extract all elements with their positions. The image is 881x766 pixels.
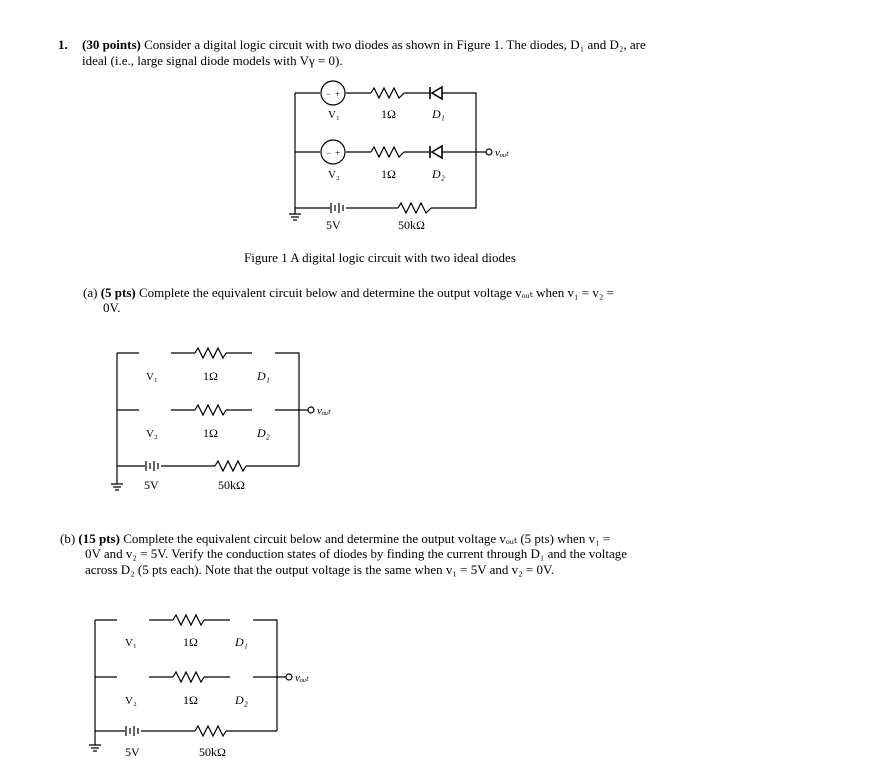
pb-label-r3: 50kΩ bbox=[199, 745, 226, 759]
part-a-line2: 0V. bbox=[103, 300, 121, 315]
pb-r2-resistor bbox=[173, 672, 204, 682]
fig1-label-r1: 1Ω bbox=[381, 107, 396, 121]
pb-battery bbox=[126, 726, 138, 736]
problem-intro-line2: ideal (i.e., large signal diode models with Vγ = 0). bbox=[82, 53, 343, 68]
pa-label-d1: D₁ bbox=[257, 369, 270, 383]
pb-r1-resistor bbox=[173, 615, 204, 625]
fig1-label-v1: V₁ bbox=[328, 109, 340, 121]
part-b-line2: 0V and v₂ = 5V. Verify the conduction states of diodes by finding the current through D₁ and the voltage bbox=[85, 546, 628, 561]
pb-label-r2: 1Ω bbox=[183, 693, 198, 707]
pb-output-terminal bbox=[286, 674, 292, 680]
pa-label-d2: D₂ bbox=[257, 426, 270, 440]
part-a-text: Complete the equivalent circuit below and determine the output voltage vₒᵤₜ when v₁ = v₂ = bbox=[138, 285, 614, 300]
pb-label-r1: 1Ω bbox=[183, 635, 198, 649]
pb-label-d2: D₂ bbox=[235, 693, 248, 707]
fig1-v1-plus: + bbox=[335, 89, 341, 99]
fig1-v2-plus: + bbox=[335, 148, 341, 158]
fig1-label-battery: 5V bbox=[326, 218, 341, 232]
pa-label-v1: V₁ bbox=[146, 371, 158, 383]
fig1-v1-minus: − bbox=[326, 89, 332, 99]
fig1-label-r2: 1Ω bbox=[381, 167, 396, 181]
figure1-caption: Figure 1 A digital logic circuit with two ideal diodes bbox=[244, 250, 516, 265]
fig1-label-vout: vₒᵤₜ bbox=[495, 147, 509, 159]
pb-r3-resistor bbox=[195, 726, 226, 736]
pb-right-wire bbox=[253, 620, 277, 731]
part-b-points: (15 pts) bbox=[78, 531, 120, 546]
part-b-text: Complete the equivalent circuit below and determine the output voltage vₒᵤₜ (5 pts) when v₁ = bbox=[123, 531, 611, 546]
part-a-label: (a) bbox=[83, 285, 98, 300]
pa-label-r3: 50kΩ bbox=[218, 478, 245, 492]
fig1-label-v2: V₂ bbox=[328, 169, 340, 181]
problem-points: (30 points) bbox=[82, 37, 141, 52]
pb-ground-icon bbox=[89, 740, 101, 751]
problem-intro-text: Consider a digital logic circuit with two diodes as shown in Figure 1. The diodes, D₁ and D₂, are bbox=[144, 37, 646, 52]
pb-label-vout: vₒᵤₜ bbox=[295, 672, 309, 684]
pb-label-v1: V₁ bbox=[125, 637, 137, 649]
pa-label-r2: 1Ω bbox=[203, 426, 218, 440]
pb-label-v2: V₂ bbox=[125, 695, 137, 707]
pb-label-battery: 5V bbox=[125, 745, 140, 759]
part-b-label: (b) bbox=[60, 531, 76, 546]
part-a-points: (5 pts) bbox=[100, 285, 136, 300]
part-b-line3: across D₂ (5 pts each). Note that the output voltage is the same when v₁ = 5V and v₂ = 0V. bbox=[85, 562, 554, 577]
pa-label-r1: 1Ω bbox=[203, 369, 218, 383]
pa-label-battery: 5V bbox=[144, 478, 159, 492]
fig1-label-d1: D₁ bbox=[432, 107, 445, 121]
problem-number: 1. bbox=[58, 37, 68, 52]
pa-label-v2: V₂ bbox=[146, 428, 158, 440]
pa-label-vout: vₒᵤₜ bbox=[317, 405, 331, 417]
fig1-label-d2: D₂ bbox=[432, 167, 445, 181]
pb-label-d1: D₁ bbox=[235, 635, 248, 649]
fig1-label-r3: 50kΩ bbox=[398, 218, 425, 232]
fig1-v2-minus: − bbox=[326, 148, 332, 158]
